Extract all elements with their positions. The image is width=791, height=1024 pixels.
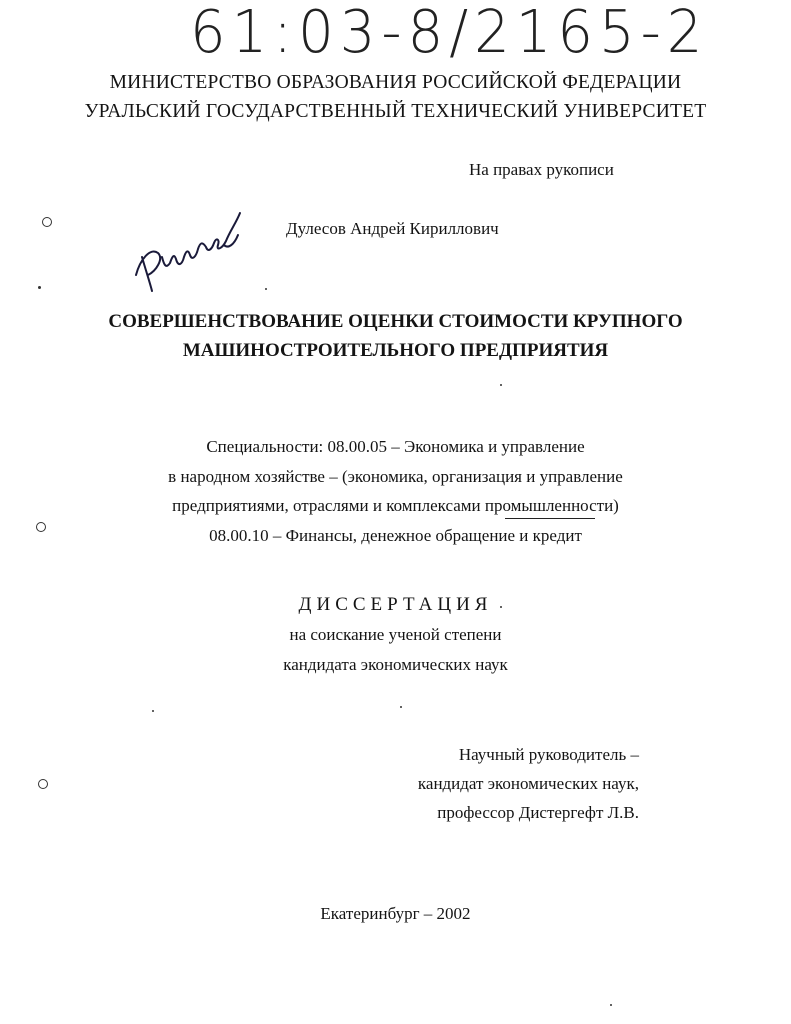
scan-speck: [500, 384, 502, 386]
specialty-line-4: 08.00.10 – Финансы, денежное обращение и кредит: [209, 526, 582, 545]
scan-speck: [38, 286, 41, 289]
scan-speck: [152, 710, 154, 712]
degree-line-1: на соискание ученой степени: [289, 625, 502, 644]
thesis-title-line-2: МАШИНОСТРОИТЕЛЬНОГО ПРЕДПРИЯТИЯ: [182, 340, 609, 361]
university-heading: УРАЛЬСКИЙ ГОСУДАРСТВЕННЫЙ ТЕХНИЧЕСКИЙ УНИВЕРСИТЕТ: [84, 101, 707, 122]
scan-speck: [610, 1004, 612, 1006]
supervisor-line-2: кандидат экономических наук,: [417, 774, 639, 793]
manuscript-note: На правах рукописи: [469, 160, 614, 179]
scan-speck: [400, 706, 402, 708]
scan-speck: [500, 606, 502, 608]
punch-hole-mark: [38, 779, 48, 789]
supervisor-line-1: Научный руководитель –: [458, 745, 639, 764]
specialty-line-2: в народном хозяйстве – (экономика, организация и управление: [168, 467, 623, 486]
handwritten-underline: [505, 518, 595, 519]
degree-line-2: кандидата экономических наук: [283, 655, 508, 674]
catalog-stamp-code: 61:03-8/2165-2: [190, 0, 709, 67]
ministry-heading: МИНИСТЕРСТВО ОБРАЗОВАНИЯ РОССИЙСКОЙ ФЕДЕРАЦИИ: [109, 72, 682, 93]
dissertation-heading: ДИССЕРТАЦИЯ: [298, 594, 493, 615]
specialty-line-1: Специальности: 08.00.05 – Экономика и управление: [206, 437, 585, 456]
specialty-line-3: предприятиями, отраслями и комплексами промышленности): [172, 496, 619, 515]
thesis-title-line-1: СОВЕРШЕНСТВОВАНИЕ ОЦЕНКИ СТОИМОСТИ КРУПНОГО: [108, 311, 683, 332]
punch-hole-mark: [36, 522, 46, 532]
author-name: Дулесов Андрей Кириллович: [286, 219, 499, 238]
supervisor-line-3: профессор Дистергефт Л.В.: [437, 803, 639, 822]
author-signature: [128, 205, 258, 295]
city-year: Екатеринбург – 2002: [320, 904, 471, 923]
punch-hole-mark: [42, 217, 52, 227]
scan-speck: [265, 288, 267, 290]
